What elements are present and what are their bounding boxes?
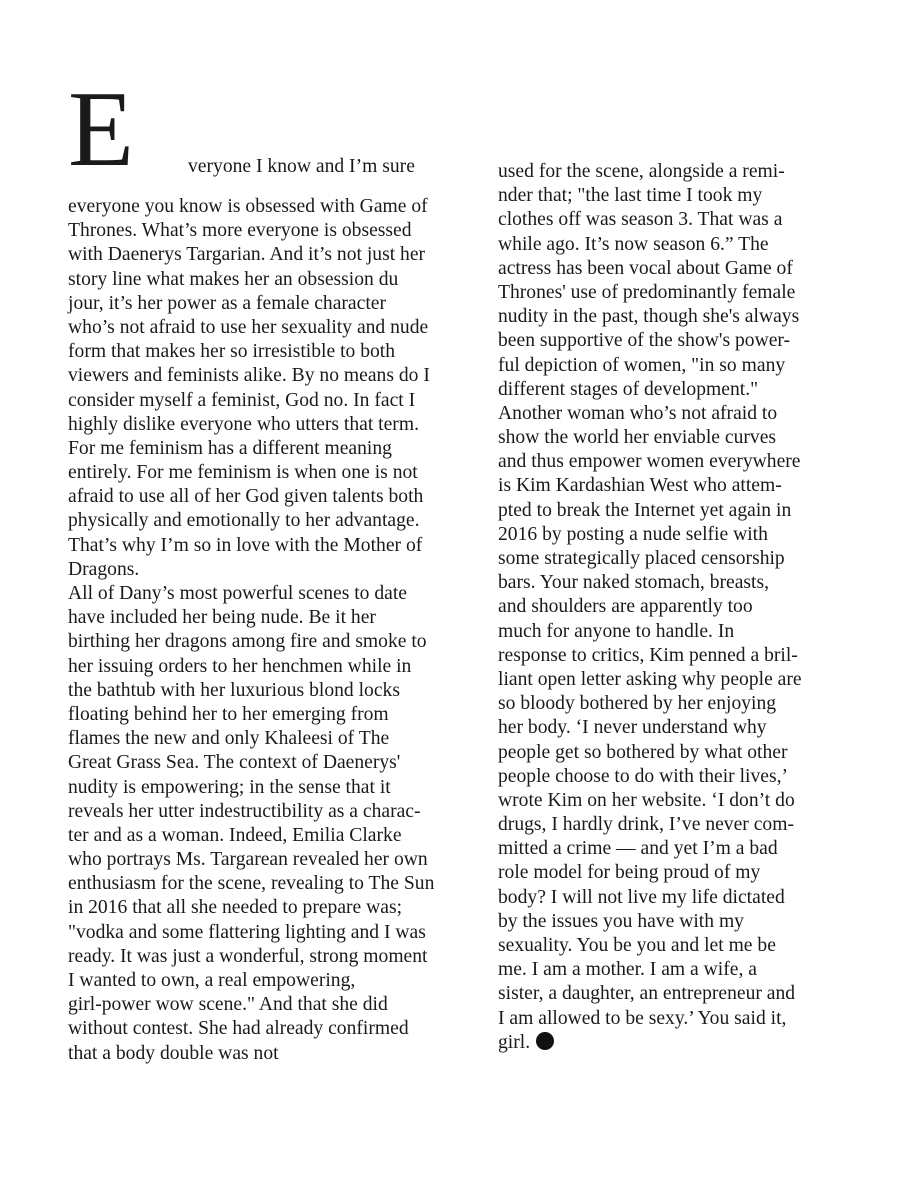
text-line: nudity is empowering; in the sense that it: [68, 776, 391, 798]
text-line: body? I will not live my life dictated: [498, 886, 785, 908]
text-line: Another woman who’s not afraid to: [498, 402, 778, 424]
text-line: while ago. It’s now season 6.” The: [498, 233, 769, 255]
text-line: consider myself a feminist, God no. In fact I: [68, 389, 416, 411]
text-line: girl.: [498, 1031, 898, 1055]
text-line: without contest. She had already confirmed: [68, 1018, 409, 1040]
text-line: role model for being proud of my: [498, 862, 761, 884]
text-line: enthusiasm for the scene, revealing to The Sun: [68, 873, 435, 895]
text-line: afraid to use all of her God given talents both: [68, 486, 424, 508]
text-line: so bloody bothered by her enjoying: [498, 693, 777, 715]
text-line: the bathtub with her luxurious blond locks: [68, 679, 400, 701]
text-line: people choose to do with their lives,’: [498, 765, 789, 787]
text-line: Thrones' use of predominantly female: [498, 281, 796, 303]
text-line: with Daenerys Targarian. And it’s not just her: [68, 244, 426, 266]
text-line: ful depiction of women, "in so many: [498, 354, 786, 376]
text-line: her body. ‘I never understand why: [498, 717, 767, 739]
text-line: Dragons.: [68, 558, 140, 580]
text-line: sexuality. You be you and let me be: [498, 935, 776, 956]
text-line: who’s not afraid to use her sexuality and nude: [68, 316, 429, 338]
text-line: drugs, I hardly drink, I’ve never com-: [498, 814, 794, 836]
text-line: That’s why I’m so in love with the Mother of: [68, 534, 423, 556]
text-line: girl-power wow scene." And that she did: [68, 994, 388, 1016]
text-line: reveals her utter indestructibility as a charac-: [68, 800, 421, 822]
right-column: [498, 160, 898, 1055]
text-line: nudity in the past, though she's always: [498, 306, 800, 328]
text-line: that a body double was not: [68, 1042, 279, 1064]
text-line: me. I am a mother. I am a wife, a: [498, 959, 757, 981]
text-line: floating behind her to her emerging from: [68, 703, 389, 725]
text-line: For me feminism has a different meaning: [68, 437, 392, 459]
text-line: her issuing orders to her henchmen while in: [68, 655, 412, 677]
text-line: flames the new and only Khaleesi of The: [68, 728, 390, 750]
text-line: story line what makes her an obsession du: [68, 268, 399, 290]
drop-cap: E: [68, 70, 134, 189]
text-line: show the world her enviable curves: [498, 427, 777, 449]
text-line: who portrays Ms. Targarean revealed her own: [68, 849, 428, 871]
text-line: viewers and feminists alike. By no means do I: [68, 365, 430, 387]
text-line: is Kim Kardashian West who attem-: [498, 475, 782, 497]
text-line: sister, a daughter, an entrepreneur and: [498, 983, 796, 1005]
left-column: [68, 70, 468, 1066]
text-line: in 2016 that all she needed to prepare was;: [68, 897, 403, 919]
text-line: birthing her dragons among fire and smoke to: [68, 631, 427, 653]
text-line: I wanted to own, a real empowering,: [68, 970, 356, 991]
text-line: been supportive of the show's power-: [498, 330, 791, 352]
text-line: bars. Your naked stomach, breasts,: [498, 572, 770, 594]
left-column-body: [68, 195, 468, 1066]
text-line: mitted a crime — and yet I’m a bad: [498, 838, 778, 860]
text-line: form that makes her so irresistible to both: [68, 341, 396, 363]
text-line: actress has been vocal about Game of: [498, 257, 793, 279]
text-line: and shoulders are apparently too: [498, 596, 753, 618]
text-line: used for the scene, alongside a remi-: [498, 161, 785, 182]
text-line: highly dislike everyone who utters that term.: [68, 413, 419, 435]
text-line: by the issues you have with my: [498, 910, 744, 932]
text-line: Thrones. What’s more everyone is obsessed: [68, 220, 412, 242]
text-line: nder that; "the last time I took my: [498, 185, 763, 207]
text-line: everyone you know is obsessed with Game of: [68, 196, 428, 217]
text-line: All of Dany’s most powerful scenes to date: [68, 583, 408, 604]
text-line: much for anyone to handle. In: [498, 620, 735, 642]
text-line: response to critics, Kim penned a bril-: [498, 644, 798, 666]
text-line: different stages of development.": [498, 378, 759, 400]
first-line-text: veryone I know and I’m sure: [188, 156, 415, 177]
text-line: 2016 by posting a nude selfie with: [498, 523, 768, 545]
text-line: physically and emotionally to her advantage.: [68, 510, 420, 532]
text-line: ter and as a woman. Indeed, Emilia Clarke: [68, 824, 402, 846]
text-line: Great Grass Sea. The context of Daenerys': [68, 752, 401, 774]
opening-line: [68, 70, 468, 189]
text-line: ready. It was just a wonderful, strong moment: [68, 945, 428, 967]
text-line: jour, it’s her power as a female character: [68, 292, 386, 314]
text-line: people get so bothered by what other: [498, 741, 788, 763]
text-line: entirely. For me feminism is when one is not: [68, 462, 418, 484]
text-line: liant open letter asking why people are: [498, 668, 802, 690]
text-line: "vodka and some flattering lighting and I was: [68, 921, 426, 943]
text-line: and thus empower women everywhere: [498, 451, 801, 473]
end-mark-icon: [536, 1032, 554, 1050]
text-line: I am allowed to be sexy.’ You said it,: [498, 1007, 787, 1029]
text-line: wrote Kim on her website. ‘I don’t do: [498, 789, 795, 811]
text-line: pted to break the Internet yet again in: [498, 499, 792, 521]
text-line: have included her being nude. Be it her: [68, 607, 376, 629]
text-line: clothes off was season 3. That was a: [498, 209, 783, 231]
right-column-body: [498, 160, 898, 1055]
text-line: some strategically placed censorship: [498, 548, 785, 569]
